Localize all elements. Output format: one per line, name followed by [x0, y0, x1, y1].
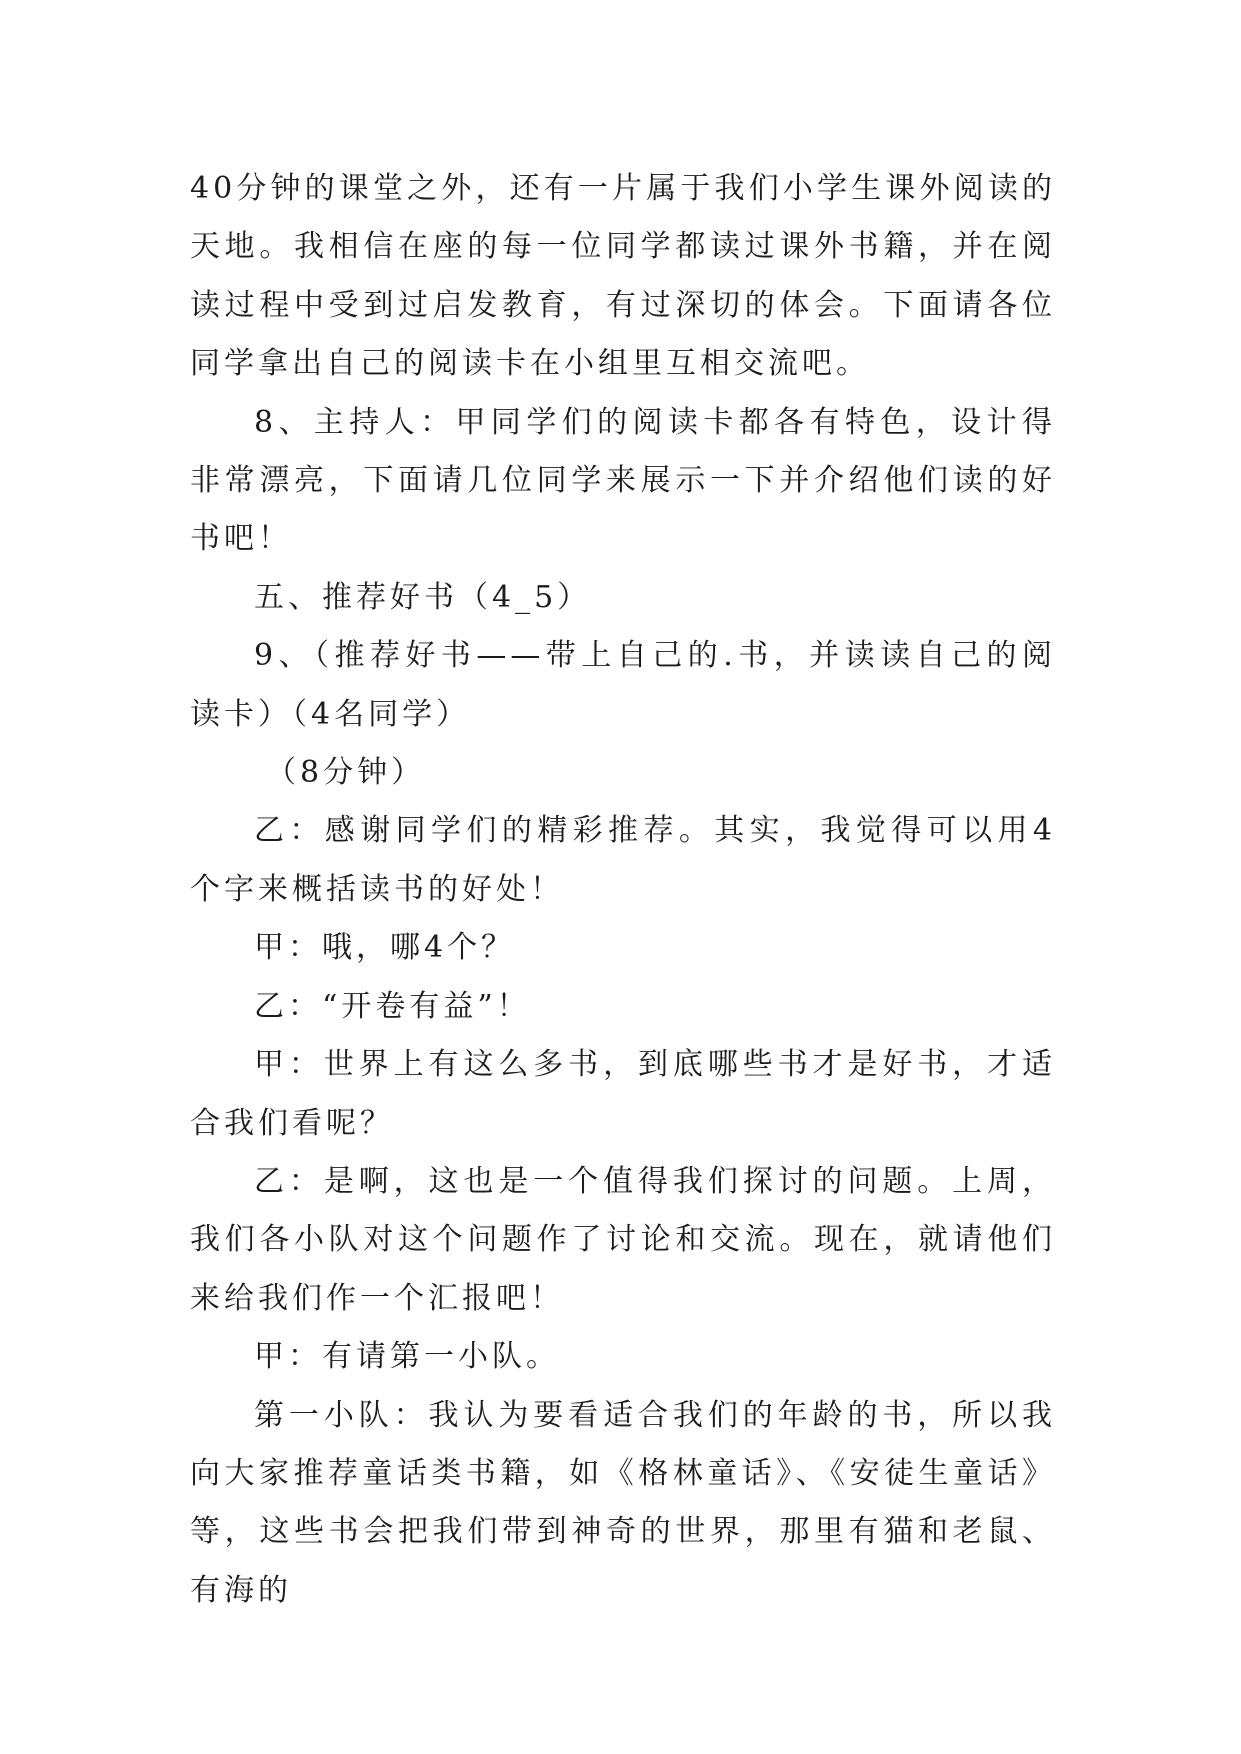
paragraph-recommend-step: 9、（推荐好书——带上自己的.书，并读读自己的阅读卡）（4名同学）: [190, 638, 1056, 732]
section-heading-recommend: 五、推荐好书（4_5）: [254, 579, 592, 615]
paragraph-dialogue-yi-1: 乙：感谢同学们的精彩推荐。其实，我觉得可以用4个字来概括读书的好处！: [190, 813, 1056, 907]
paragraph-team-one: 第一小队：我认为要看适合我们的年龄的书，所以我向大家推荐童话类书籍，如《格林童话》、《安徒生童话》等，这些书会把我们带到神奇的世界，那里有猫和老鼠、有海的: [190, 1397, 1056, 1608]
document-body: [190, 160, 1056, 1620]
paragraph-dialogue-jia-3: 甲：有请第一小队。: [254, 1339, 560, 1375]
paragraph-dialogue-jia-1: 甲：哦，哪4个？: [254, 930, 516, 966]
paragraph-duration: （8分钟）: [266, 755, 426, 791]
paragraph-dialogue-yi-2: 乙：“开卷有益”！: [254, 988, 531, 1024]
paragraph-host-remarks: 8、主持人：甲同学们的阅读卡都各有特色，设计得非常漂亮，下面请几位同学来展示一下并介绍他们读的好书吧！: [190, 404, 1056, 557]
paragraph-dialogue-jia-2: 甲：世界上有这么多书，到底哪些书才是好书，才适合我们看呢？: [190, 1047, 1056, 1141]
paragraph-intro: 40分钟的课堂之外，还有一片属于我们小学生课外阅读的天地。我相信在座的每一位同学都读过课外书籍，并在阅读过程中受到过启发教育，有过深切的体会。下面请各位同学拿出自己的阅读卡在小组里互相交流吧。: [190, 171, 1056, 382]
paragraph-dialogue-yi-3: 乙：是啊，这也是一个值得我们探讨的问题。上周，我们各小队对这个问题作了讨论和交流。现在，就请他们来给我们作一个汇报吧！: [190, 1163, 1056, 1316]
